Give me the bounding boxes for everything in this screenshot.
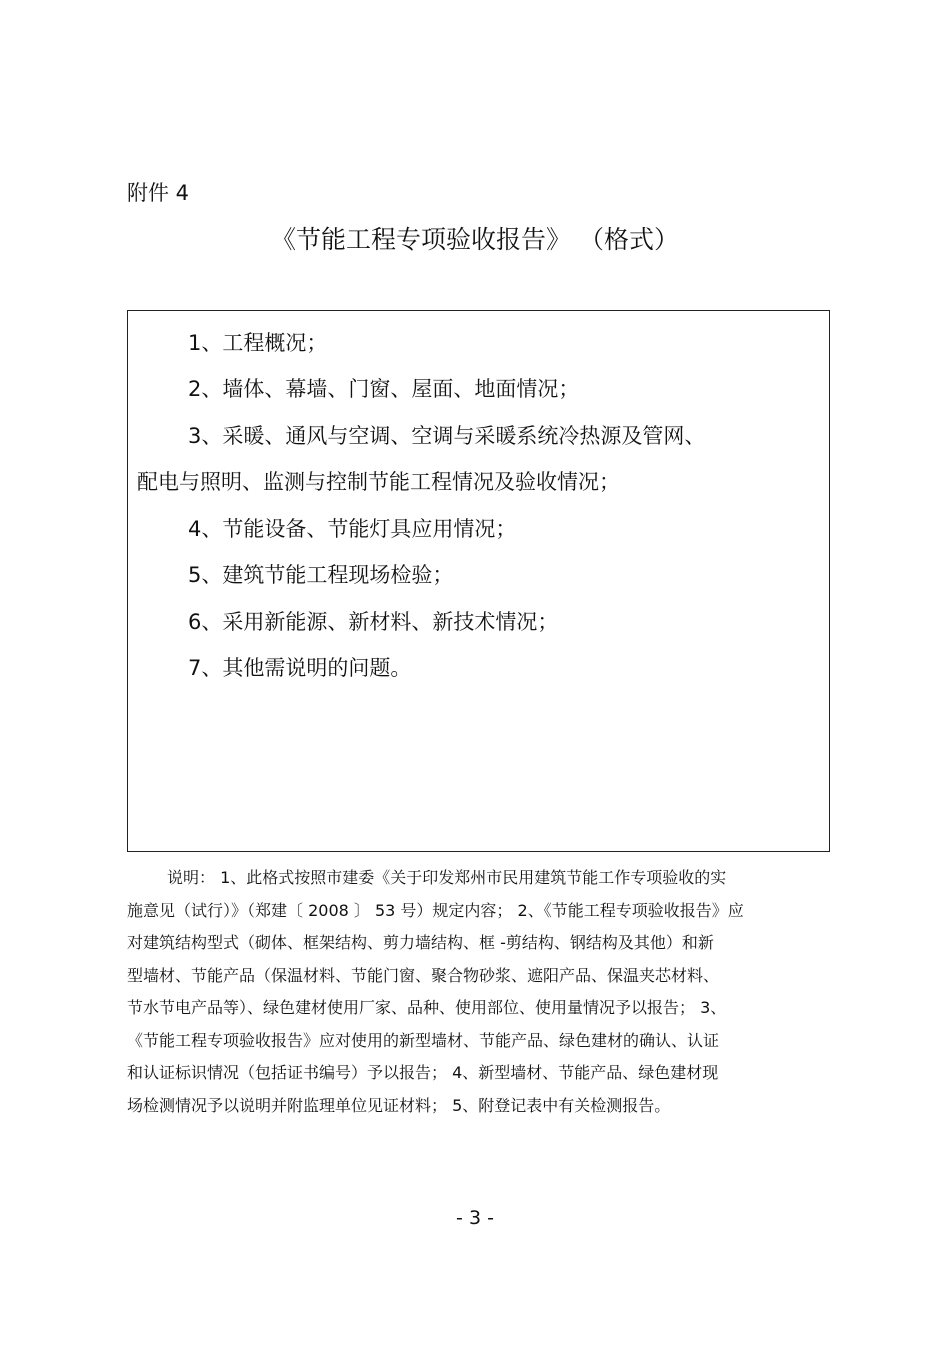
note-line: 说明： 1、此格式按照市建委《关于印发郑州市民用建筑节能工作专项验收的实 <box>167 868 727 887</box>
box-item-6: 6、采用新能源、新材料、新技术情况； <box>188 610 559 634</box>
attachment-label: 附件 4 <box>127 181 190 205</box>
note-line: 《节能工程专项验收报告》应对使用的新型墙材、节能产品、绿色建材的确认、认证 <box>127 1030 720 1050</box>
notes-section <box>127 862 847 1122</box>
box-item-7: 7、其他需说明的问题。 <box>188 656 412 680</box>
page-title: 《节能工程专项验收报告》 （格式） <box>271 225 679 254</box>
box-item-3: 3、采暖、通风与空调、空调与采暖系统冷热源及管网、 <box>188 424 706 448</box>
box-item-5: 5、建筑节能工程现场检验； <box>188 563 454 587</box>
note-line: 和认证标识情况（包括证书编号）予以报告； 4、新型墙材、节能产品、绿色建材现 <box>127 1063 719 1082</box>
box-item-3-continued: 配电与照明、监测与控制节能工程情况及验收情况； <box>137 470 620 494</box>
note-line: 场检测情况予以说明并附监理单位见证材料； 5、附登记表中有关检测报告。 <box>127 1095 671 1115</box>
box-item-2: 2、墙体、幕墙、门窗、屋面、地面情况； <box>188 377 580 401</box>
box-item-4: 4、节能设备、节能灯具应用情况； <box>188 517 517 541</box>
page-number: - 3 - <box>456 1207 494 1229</box>
box-item-1: 1、工程概况； <box>188 331 328 355</box>
note-line: 对建筑结构型式（砌体、框架结构、剪力墙结构、框 -剪结构、钢结构及其他）和新 <box>127 933 714 952</box>
note-line: 施意见（试行）》（郑建〔 2008 〕 53 号）规定内容； 2、《节能工程专项验收报告》应 <box>127 900 744 920</box>
note-line: 节水节电产品等）、绿色建材使用厂家、品种、使用部位、使用量情况予以报告； 3、 <box>127 998 727 1017</box>
note-line: 型墙材、节能产品（保温材料、节能门窗、聚合物砂浆、遮阳产品、保温夹芯材料、 <box>127 965 720 985</box>
